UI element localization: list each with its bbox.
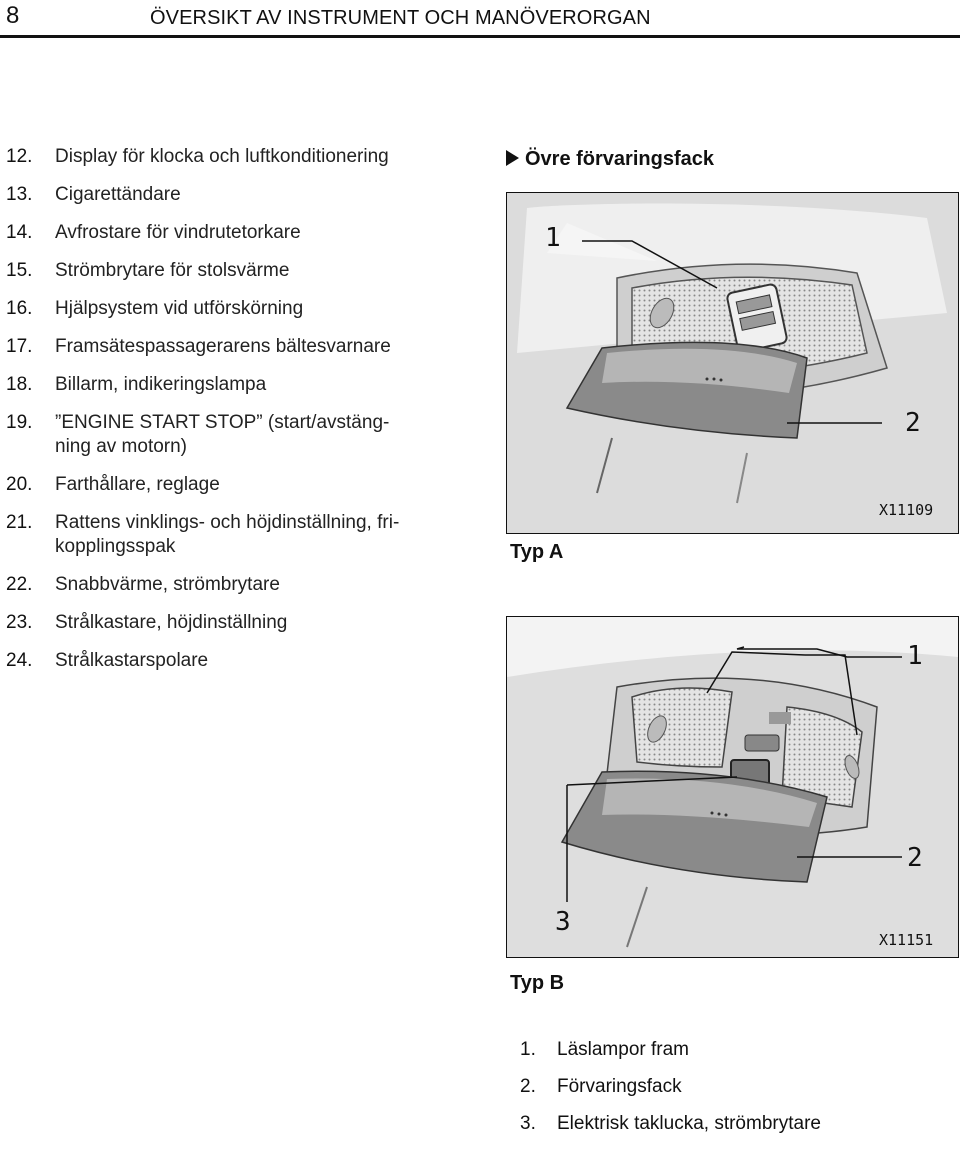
list-item: 13. Cigarettändare bbox=[6, 184, 181, 205]
callout-3: 3 bbox=[555, 907, 571, 937]
callout-1: 1 bbox=[545, 223, 561, 253]
list-item: 20. Farthållare, reglage bbox=[6, 474, 220, 495]
section-heading: Övre förvaringsfack bbox=[506, 148, 714, 171]
callout-2: 2 bbox=[907, 843, 923, 873]
triangle-bullet-icon bbox=[506, 150, 519, 166]
overhead-console-illustration-b bbox=[507, 617, 958, 957]
legend-item: 3. Elektrisk taklucka, strömbrytare bbox=[520, 1113, 821, 1134]
figure-code: X11109 bbox=[879, 501, 934, 519]
figure-legend bbox=[520, 1038, 821, 1149]
callout-1: 1 bbox=[907, 641, 923, 671]
figure-type-a bbox=[506, 192, 959, 534]
component-list bbox=[0, 145, 470, 687]
overhead-console-illustration-a bbox=[507, 193, 958, 533]
list-item: 12. Display för klocka och luftkonditionering bbox=[6, 146, 389, 167]
list-item: 14. Avfrostare för vindrutetorkare bbox=[6, 222, 301, 243]
list-item: 23. Strålkastare, höjdinställning bbox=[6, 612, 288, 633]
header-divider bbox=[0, 35, 960, 38]
figure-type-b bbox=[506, 616, 959, 958]
figure-code: X11151 bbox=[879, 931, 934, 949]
list-item: 16. Hjälpsystem vid utförskörning bbox=[6, 298, 304, 319]
list-item: 17. Framsätespassagerarens bältesvarnare bbox=[6, 336, 391, 357]
list-item: 21. Rattens vinklings- och höjdinställning, fri- kopplingsspak bbox=[6, 512, 400, 557]
list-item: 15. Strömbrytare för stolsvärme bbox=[6, 260, 290, 281]
page-number: 8 bbox=[6, 2, 20, 29]
list-item: 24. Strålkastarspolare bbox=[6, 650, 209, 671]
list-item: 19. ”ENGINE START STOP” (start/avstäng- ning av motorn) bbox=[6, 412, 390, 457]
figure-label-a: Typ A bbox=[510, 541, 564, 563]
legend-item: 1. Läslampor fram bbox=[520, 1039, 689, 1060]
list-item: 18. Billarm, indikeringslampa bbox=[6, 374, 267, 395]
callout-2: 2 bbox=[905, 408, 921, 438]
figure-label-b: Typ B bbox=[510, 972, 565, 994]
page-title: ÖVERSIKT AV INSTRUMENT OCH MANÖVERORGAN bbox=[150, 7, 651, 29]
legend-item: 2. Förvaringsfack bbox=[520, 1076, 682, 1097]
list-item: 22. Snabbvärme, strömbrytare bbox=[6, 574, 280, 595]
